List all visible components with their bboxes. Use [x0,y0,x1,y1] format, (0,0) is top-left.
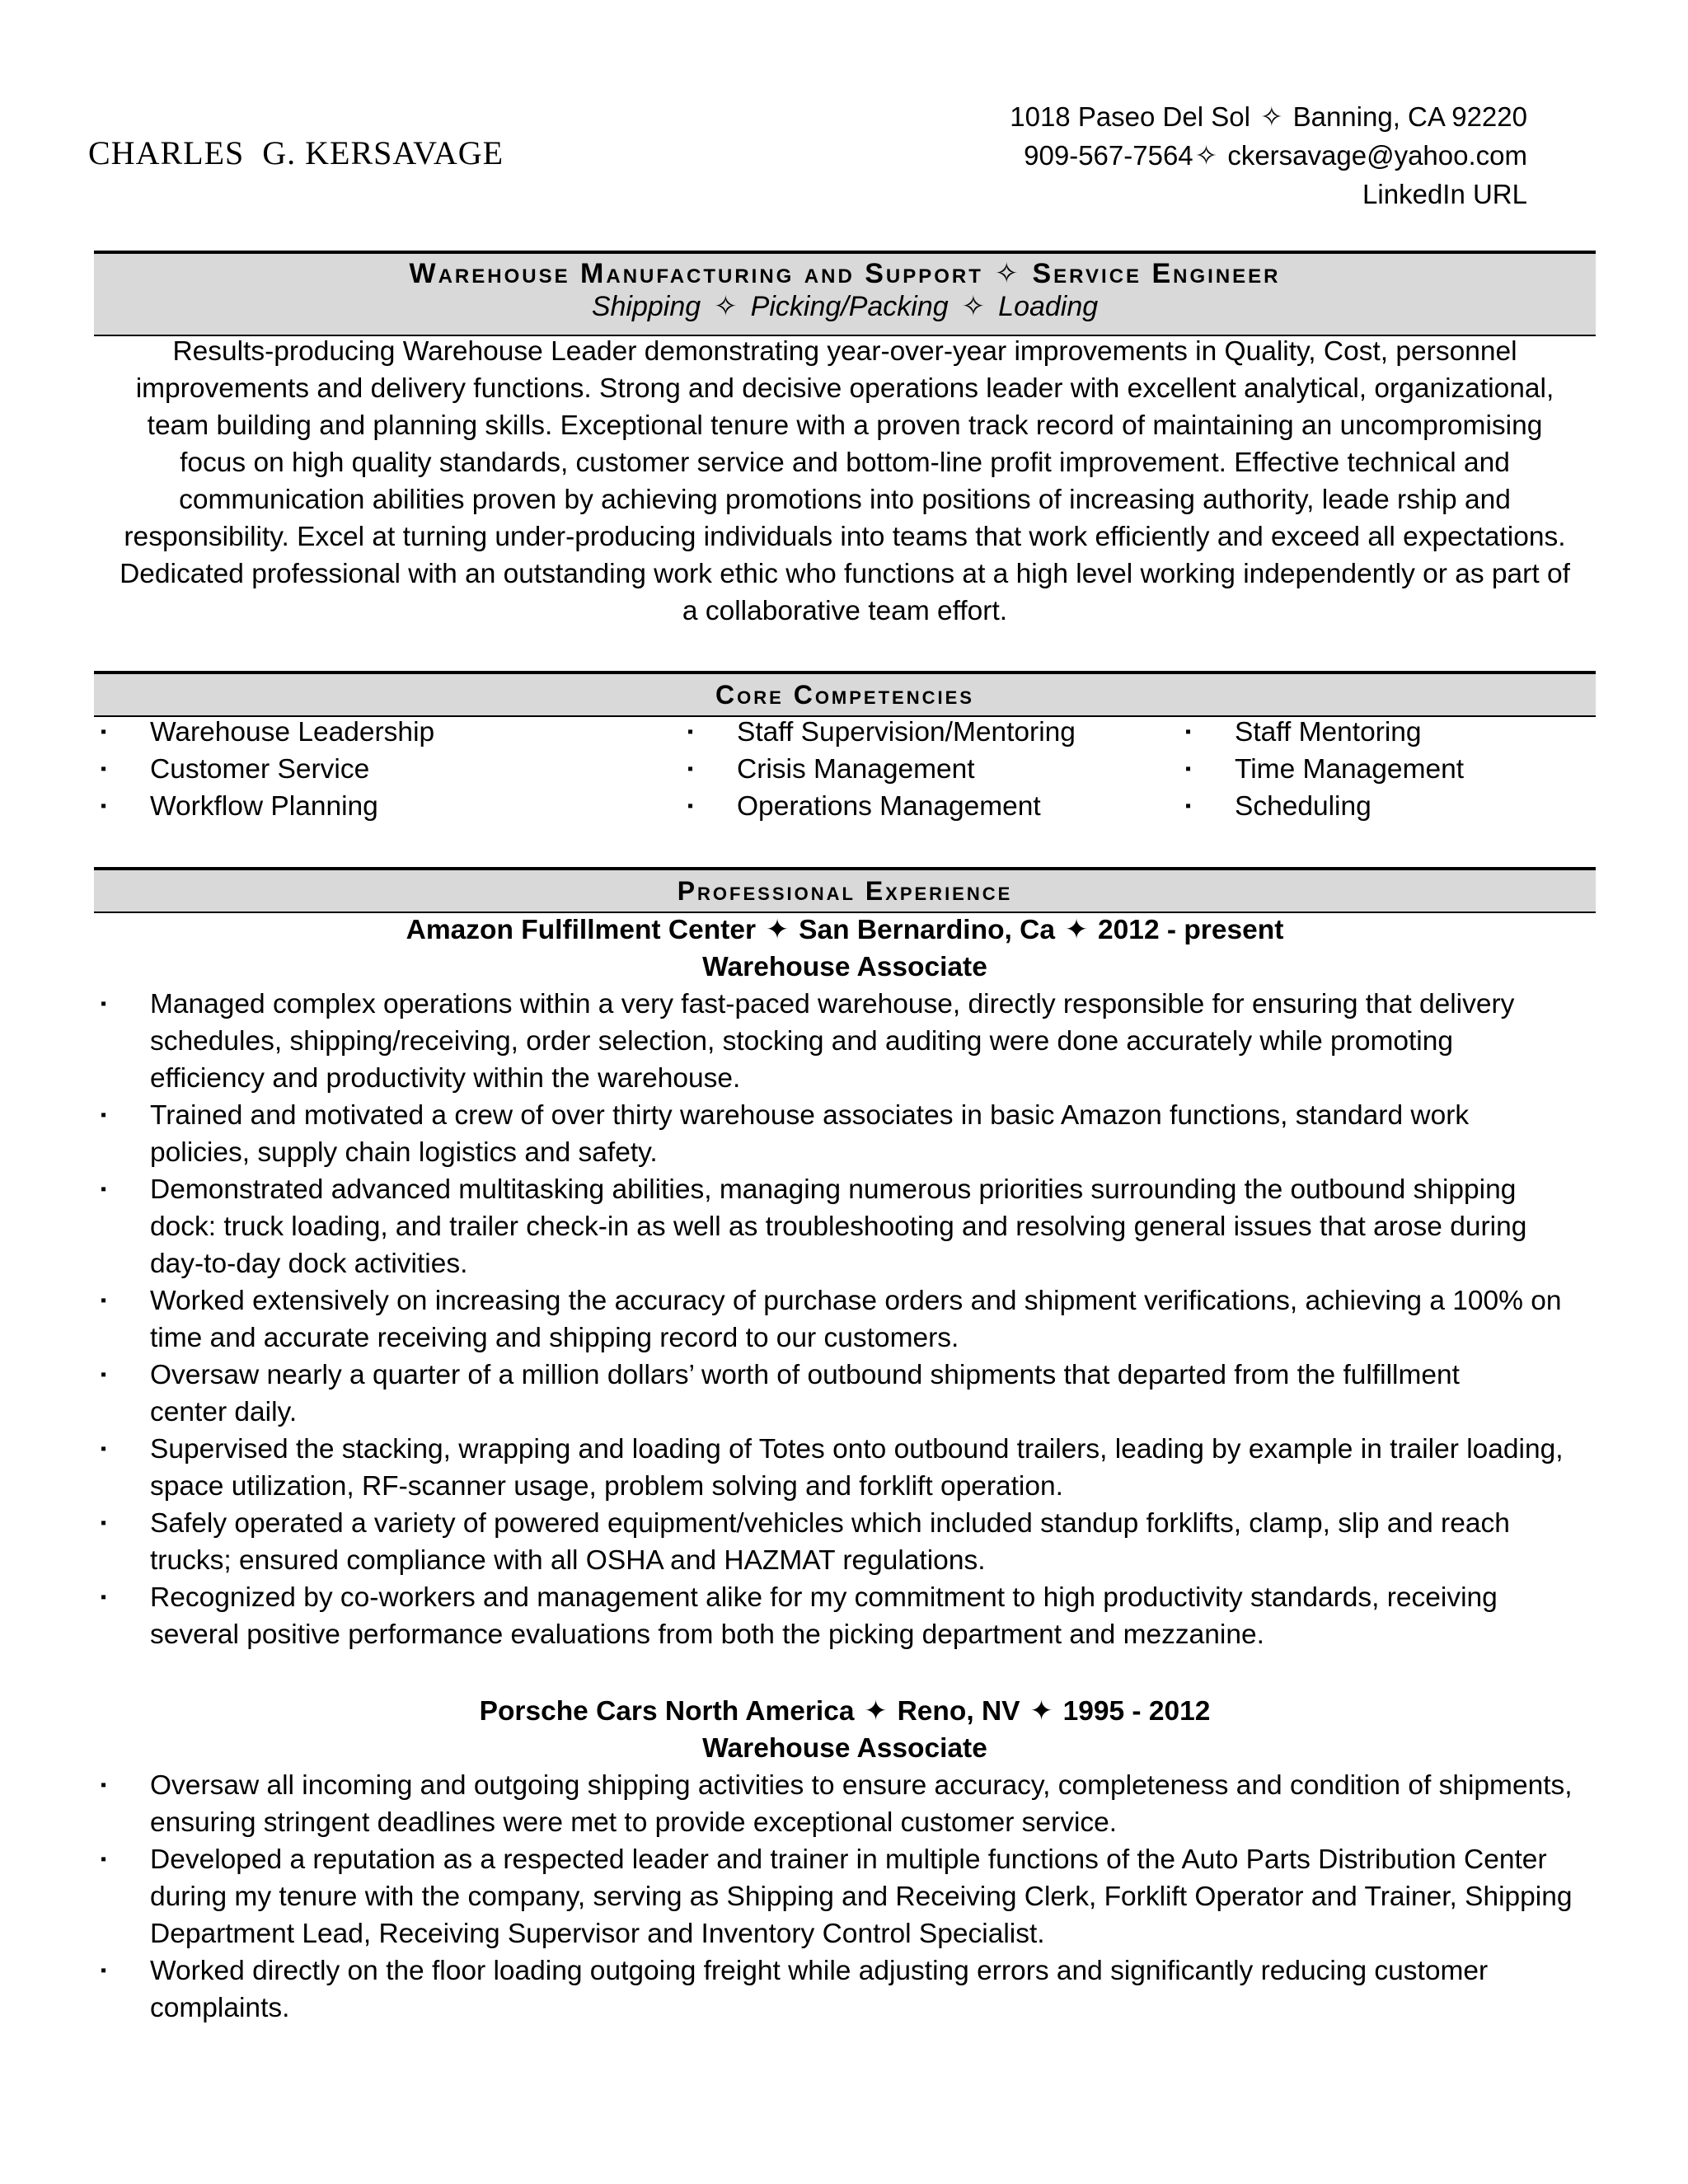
job-title: Warehouse Associate [702,1733,987,1764]
professional-summary [91,333,1599,630]
summary-line: improvements and delivery functions. Strong and decisive operations leader with excellent analytical, organizational, [135,373,1554,404]
competency-column [1179,714,1464,825]
competency-column [94,714,434,825]
job-header [94,912,1596,986]
list-item: ▪ Recognized by co-workers and management alike for my commitment to high productivity standards, receiving several positive performance evaluations from both the picking department and mezzanine. [94,1579,1602,1653]
contact-block [1010,97,1527,213]
summary-line: communication abilities proven by achieving promotions into positions of increasing authority, leade rship and [179,485,1511,515]
list-item: ▪ Oversaw all incoming and outgoing shipping activities to ensure accuracy, completeness and condition of shipments, ensuring stringent deadlines were met to provide exceptional customer service. [94,1767,1602,1841]
job-title: Warehouse Associate [702,952,987,982]
list-item: ▪ Developed a reputation as a respected leader and trainer in multiple functions of the Auto Parts Distribution Center during my tenure with the company, serving as Shipping and Receiving Clerk, Forklift Operator and Trainer, Shipping Department Lead, Receiving Supervisor and Inventory Control Specialist. [94,1841,1602,1952]
job-dates: 1995 - 2012 [1062,1696,1211,1727]
job-location: Reno, NV [897,1696,1020,1727]
list-item: ▪ Staff Mentoring [1179,714,1464,751]
summary-line: team building and planning skills. Exceptional tenure with a proven track record of maintaining an uncompromising [147,410,1543,441]
bullet-icon: ▪ [1185,760,1192,778]
summary-line: responsibility. Excel at turning under-producing individuals into teams that work efficiently and exceed all expectations. [124,522,1566,552]
summary-line: focus on high quality standards, customer service and bottom-line profit improvement. Effective technical and [180,448,1510,478]
job-duties [94,1767,1602,2027]
experience-band [94,867,1596,913]
linkedin-link[interactable]: LinkedIn URL [1362,179,1527,209]
sparkle-icon: ✦ [864,1696,888,1727]
sparkle-icon: ✦ [1029,1696,1053,1727]
bullet-icon: ▪ [1185,797,1192,815]
sparkle-icon: ✧ [1259,101,1283,132]
sparkle-icon: ✧ [714,291,738,322]
specialty-item: Loading [998,291,1099,322]
candidate-name: CHARLES G. KERSAVAGE [88,134,504,171]
title-band [94,251,1596,336]
list-item: ▪ Supervised the stacking, wrapping and loading of Totes onto outbound trailers, leading by example in trailer loading, space utilization, RF-scanner usage, problem solving and forklift operation. [94,1431,1602,1505]
email-link[interactable]: ckersavage@yahoo.com [1227,140,1527,171]
job-dates: 2012 - present [1098,915,1284,945]
sparkle-icon: ✧ [961,291,986,322]
list-item: ▪ Worked directly on the floor loading outgoing freight while adjusting errors and significantly reducing customer complaints. [94,1952,1602,2027]
bullet-icon: ▪ [687,723,694,741]
bullet-icon: ▪ [101,1106,107,1124]
bullet-icon: ▪ [101,1776,107,1794]
phone-email-line [1010,136,1527,175]
phone-number: 909-567-7564 [1024,140,1193,171]
list-item: ▪ Time Management [1179,751,1464,788]
bullet-icon: ▪ [101,760,107,778]
section-heading: Professional Experience [677,876,1013,906]
sparkle-icon: ✦ [766,915,790,945]
bullet-icon: ▪ [101,797,107,815]
list-item: ▪ Staff Supervision/Mentoring [681,714,1076,751]
job-header [94,1693,1596,1767]
job-employer-line [94,912,1596,949]
specialty-item: Shipping [591,291,701,322]
specialty-item: Picking/Packing [750,291,949,322]
summary-line: Dedicated professional with an outstanding work ethic who functions at a high level working independently or as part of [120,559,1570,589]
headline-role-secondary: Service Engineer [1032,258,1281,289]
list-item: ▪ Warehouse Leadership [94,714,434,751]
bullet-icon: ▪ [101,1514,107,1532]
job-employer-line [94,1693,1596,1730]
sparkle-icon: ✧ [994,258,1021,289]
sparkle-icon: ✧ [1194,140,1218,171]
list-item: ▪ Workflow Planning [94,788,434,825]
bullet-icon: ▪ [687,760,694,778]
bullet-icon: ▪ [101,995,107,1013]
bullet-icon: ▪ [101,1366,107,1384]
bullet-icon: ▪ [101,1850,107,1868]
bullet-icon: ▪ [687,797,694,815]
bullet-icon: ▪ [101,1291,107,1310]
job-duties [94,986,1602,1653]
headline-role: Warehouse Manufacturing and Support [409,258,983,289]
bullet-icon: ▪ [101,723,107,741]
address-line [1010,97,1527,136]
list-item: ▪ Scheduling [1179,788,1464,825]
bullet-icon: ▪ [101,1961,107,1980]
list-item: ▪ Safely operated a variety of powered equipment/vehicles which included standup forklifts, clamp, slip and reach trucks; ensured compliance with all OSHA and HAZMAT regulations. [94,1505,1602,1579]
headline [94,257,1596,290]
bullet-icon: ▪ [101,1440,107,1458]
list-item: ▪ Trained and motivated a crew of over thirty warehouse associates in basic Amazon functions, standard work policies, supply chain logistics and safety. [94,1097,1602,1171]
company-name: Amazon Fulfillment Center [406,915,757,945]
specialties-line [94,290,1596,323]
list-item: ▪ Crisis Management [681,751,1076,788]
list-item: ▪ Operations Management [681,788,1076,825]
competency-column [681,714,1076,825]
list-item: ▪ Customer Service [94,751,434,788]
city-state-zip: Banning, CA 92220 [1292,101,1527,132]
job-location: San Bernardino, Ca [799,915,1055,945]
bullet-icon: ▪ [1185,723,1192,741]
summary-line: a collaborative team effort. [682,596,1008,626]
list-item: ▪ Worked extensively on increasing the accuracy of purchase orders and shipment verifications, achieving a 100% on time and accurate receiving and shipping record to our customers. [94,1282,1602,1357]
competencies-band [94,671,1596,717]
company-name: Porsche Cars North America [479,1696,855,1727]
section-heading: Core Competencies [715,680,974,710]
list-item: ▪ Demonstrated advanced multitasking abilities, managing numerous priorities surrounding the outbound shipping dock: truck loading, and trailer check-in as well as troubleshooting and resolving general issues that arose during day-to-day dock activities. [94,1171,1602,1282]
street-address: 1018 Paseo Del Sol [1010,101,1250,132]
list-item: ▪ Managed complex operations within a very fast-paced warehouse, directly responsible for ensuring that delivery schedules, shipping/receiving, order selection, stocking and auditing were done accurately while promoting efficiency and productivity within the warehouse. [94,986,1602,1097]
list-item: ▪ Oversaw nearly a quarter of a million dollars’ worth of outbound shipments that departed from the fulfillment center daily. [94,1357,1602,1431]
sparkle-icon: ✦ [1064,915,1089,945]
bullet-icon: ▪ [101,1180,107,1198]
summary-line: Results-producing Warehouse Leader demonstrating year-over-year improvements in Quality, Cost, personnel [172,336,1517,367]
bullet-icon: ▪ [101,1588,107,1606]
